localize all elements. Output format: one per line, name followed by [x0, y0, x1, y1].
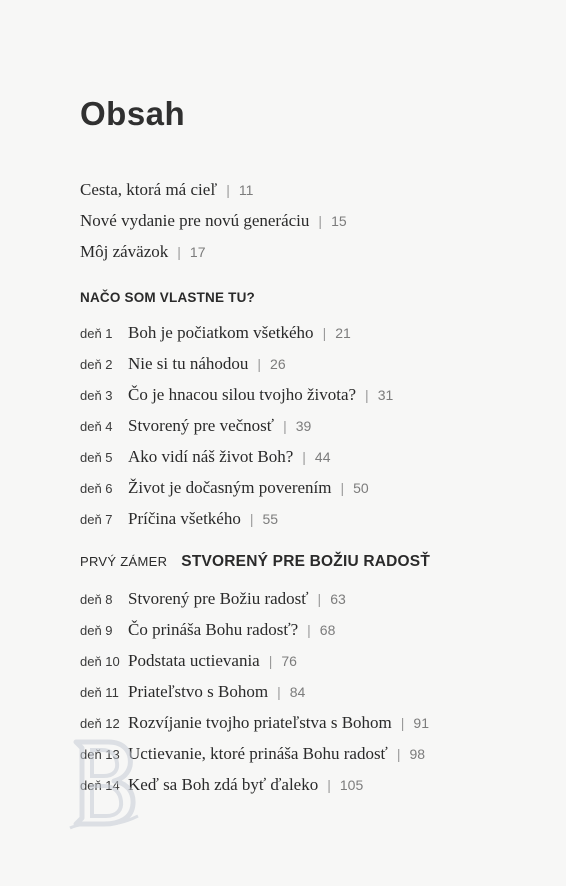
- section-heading: STVORENÝ PRE BOŽIU RADOSŤ: [181, 553, 430, 570]
- separator: |: [400, 715, 405, 731]
- section-heading: NAČO SOM VLASTNE TU?: [80, 290, 255, 305]
- purpose-label: PRVÝ ZÁMER: [80, 554, 168, 569]
- page-number: 26: [270, 356, 286, 372]
- page-number: 55: [262, 511, 279, 527]
- entry-title: Nie si tu náhodou: [128, 354, 249, 373]
- toc-entry: [80, 385, 393, 409]
- day-label: deň 10: [80, 654, 120, 669]
- entry-title: Život je dočasným poverením: [128, 478, 332, 497]
- entry-title: Podstata uctievania: [128, 651, 260, 670]
- page-number: 63: [330, 591, 346, 607]
- separator: |: [226, 182, 230, 198]
- day-label: deň 7: [80, 512, 113, 527]
- entry-title: Keď sa Boh zdá byť ďaleko: [128, 775, 319, 794]
- page-number: 105: [339, 777, 364, 793]
- entry-title: Čo prináša Bohu radosť?: [128, 620, 299, 639]
- separator: |: [307, 622, 311, 638]
- purpose-heading: [80, 553, 430, 571]
- separator: |: [177, 244, 181, 260]
- page-number: 76: [281, 653, 297, 669]
- day-label: deň 6: [80, 481, 113, 496]
- day-label: deň 11: [80, 685, 119, 700]
- page-number: 84: [289, 684, 306, 700]
- separator: |: [249, 511, 254, 527]
- toc-entry: [80, 713, 429, 737]
- toc-entry: [80, 242, 206, 266]
- toc-entry: [80, 416, 311, 440]
- day-label: deň 12: [80, 716, 120, 731]
- page-number: 50: [353, 480, 369, 496]
- toc-entry: [80, 509, 278, 533]
- entry-title: Uctievanie, ktoré prináša Bohu radosť: [128, 744, 388, 763]
- entry-title: Príčina všetkého: [128, 509, 241, 528]
- toc-entry: [80, 211, 347, 235]
- entry-title: Stvorený pre večnosť: [128, 416, 275, 435]
- day-label: deň 3: [80, 388, 113, 403]
- entry-title: Čo je hnacou silou tvojho života?: [128, 385, 357, 404]
- page-number: 11: [238, 182, 254, 198]
- day-label: deň 14: [80, 778, 120, 793]
- separator: |: [257, 356, 262, 372]
- entry-title: Cesta, ktorá má cieľ: [80, 180, 218, 199]
- entry-title: Ako vidí náš život Boh?: [128, 447, 294, 466]
- separator: |: [396, 746, 401, 762]
- page-number: 68: [319, 622, 336, 638]
- separator: |: [268, 653, 273, 669]
- toc-entry: [80, 354, 286, 378]
- page-number: 15: [331, 213, 347, 229]
- entry-title: Môj záväzok: [80, 242, 169, 261]
- page-number: 44: [314, 449, 331, 465]
- entry-title: Stvorený pre Božiu radosť: [128, 589, 309, 608]
- toc-entry: [80, 323, 351, 347]
- separator: |: [317, 591, 322, 607]
- separator: |: [318, 213, 323, 229]
- entry-title: Boh je počiatkom všetkého: [128, 323, 314, 342]
- entry-title: Priateľstvo s Bohom: [128, 682, 269, 701]
- toc-entry: [80, 589, 346, 613]
- day-label: deň 4: [80, 419, 113, 434]
- toc-entry: [80, 620, 335, 644]
- separator: |: [277, 684, 281, 700]
- separator: |: [327, 777, 331, 793]
- toc-entry: [80, 682, 305, 706]
- day-label: deň 1: [80, 326, 113, 341]
- separator: |: [302, 449, 306, 465]
- toc-entry: [80, 478, 369, 502]
- page-number: 91: [413, 715, 429, 731]
- page-number: 31: [377, 387, 394, 403]
- entry-title: Rozvíjanie tvojho priateľstva s Bohom: [128, 713, 392, 732]
- separator: |: [365, 387, 369, 403]
- separator: |: [322, 325, 327, 341]
- separator: |: [340, 480, 345, 496]
- entry-title: Nové vydanie pre novú generáciu: [80, 211, 310, 230]
- toc-entry: [80, 180, 253, 204]
- day-label: deň 5: [80, 450, 113, 465]
- page-number: 17: [189, 244, 206, 260]
- page-title: Obsah: [80, 95, 186, 132]
- page-number: 39: [295, 418, 312, 434]
- day-label: deň 9: [80, 623, 113, 638]
- toc-entry: [80, 447, 330, 471]
- day-label: deň 8: [80, 592, 113, 607]
- toc-entry: [80, 651, 297, 675]
- page-number: 98: [409, 746, 426, 762]
- separator: |: [283, 418, 287, 434]
- day-label: deň 13: [80, 747, 120, 762]
- publisher-b-logo-icon: [68, 738, 140, 830]
- page-number: 21: [335, 325, 351, 341]
- day-label: deň 2: [80, 357, 113, 372]
